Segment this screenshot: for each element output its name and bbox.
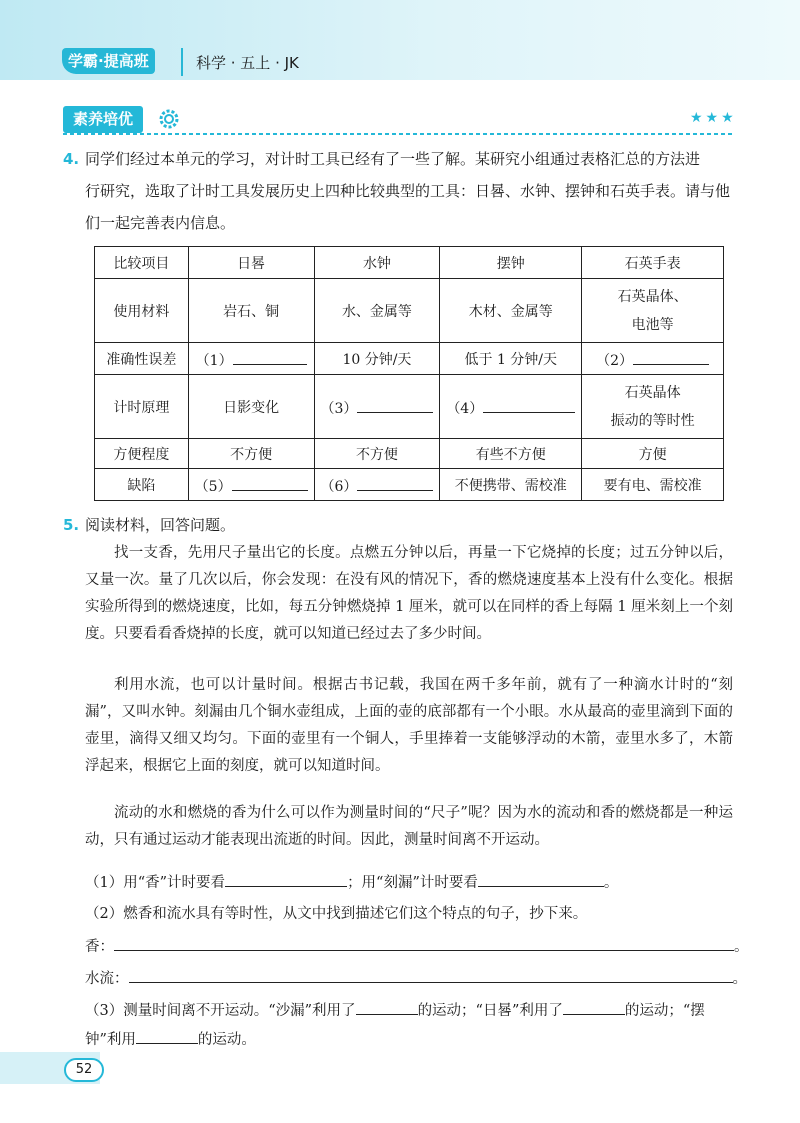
- table-header: 摆钟: [440, 247, 582, 279]
- answer-blank-2[interactable]: [633, 348, 709, 365]
- table-row: [95, 343, 724, 375]
- reading-paragraph-1: 找一支香，先用尺子量出它的长度。点燃五分钟以后，再量一下它烧掉的长度；过五分钟以后，又量一次。量了几次以后，你会发现：在没有风的情况下，香的燃烧速度基本上没有什么变化。根据实验所得到的燃烧速度，比如，每五分钟燃烧掉 1 厘米，就可以在同样的香上每隔 1 厘米刻上一个刻度。只要看看香烧掉的长度，就可以知道已经过去了多少时间。: [85, 545, 733, 642]
- table-cell: [188, 469, 314, 501]
- sub3-text-b: 的运动；“日晷”利用了: [417, 1003, 563, 1019]
- answer-blank-rigui[interactable]: [563, 998, 625, 1015]
- sub1-text-b: ；用“刻漏”计时要看: [347, 875, 478, 891]
- header-divider: [181, 48, 183, 76]
- table-row: [95, 439, 724, 469]
- cell-line: 石英晶体、: [617, 288, 688, 305]
- cell-line: 石英晶体: [624, 384, 681, 401]
- table-header: 日晷: [188, 247, 314, 279]
- difficulty-stars: ★★★: [690, 110, 737, 126]
- sub-question-2: （2）燃香和流水具有等时性，从文中找到描述它们这个特点的句子，抄下来。: [85, 906, 588, 922]
- answer-blank-shalou[interactable]: [356, 998, 418, 1015]
- q4-line-2: 行研究，选取了计时工具发展历史上四种比较典型的工具：日晷、水钟、摆钟和石英手表。请与他: [85, 182, 731, 200]
- answer-blank-kelou[interactable]: [478, 870, 604, 887]
- row-label: 方便程度: [95, 439, 189, 469]
- reading-paragraph-2: 利用水流，也可以计量时间。根据古书记载，我国在两千多年前，就有了一种滴水计时的“刻漏”，又叫水钟。刻漏由几个铜水壶组成，上面的壶的底部都有一个小眼。水从最高的壶里滴到下面的壶里，滴得又细又均匀。下面的壶里有一个铜人，手里捧着一支能够浮动的木箭，壶里水多了，木箭浮起来，根据它上面的刻度，就可以知道时间。: [85, 677, 733, 774]
- q4-number: 4.: [63, 150, 80, 168]
- reading-paragraph-3: 流动的水和燃烧的香为什么可以作为测量时间的“尺子”呢？因为水的流动和香的燃烧都是一种运动，只有通过运动才能表现出流逝的时间。因此，测量时间离不开运动。: [85, 805, 733, 848]
- sub3-text-d: 钟”利用: [85, 1032, 136, 1048]
- answer-blank-baizhong[interactable]: [136, 1027, 198, 1044]
- table-cell: [582, 343, 724, 375]
- table-header: 石英手表: [582, 247, 724, 279]
- table-cell: [440, 375, 582, 439]
- q5-intro: 阅读材料，回答问题。: [85, 516, 236, 534]
- table-cell: 有些不方便: [440, 439, 582, 469]
- q4-line-1: 同学们经过本单元的学习，对计时工具已经有了一些了解。某研究小组通过表格汇总的方法进: [85, 150, 701, 168]
- comparison-table: [94, 246, 724, 501]
- row-label: 缺陷: [95, 469, 189, 501]
- table-row: [95, 375, 724, 439]
- blank-label: （4）: [446, 400, 484, 417]
- table-row: [95, 279, 724, 343]
- table-row: [95, 469, 724, 501]
- table-cell: [314, 375, 440, 439]
- answer-line-shuiliu[interactable]: [129, 966, 733, 983]
- table-cell: 要有电、需校准: [582, 469, 724, 501]
- answer-blank-6[interactable]: [357, 474, 433, 491]
- sub-question-1: [85, 870, 618, 892]
- shuiliu-label: 水流：: [85, 971, 129, 987]
- table-cell: [582, 375, 724, 439]
- answer-line-xiang[interactable]: [114, 934, 734, 951]
- period: 。: [734, 939, 749, 955]
- table-cell: 日影变化: [188, 375, 314, 439]
- row-label: 计时原理: [95, 375, 189, 439]
- table-cell: 低于 1 分钟/天: [440, 343, 582, 375]
- sub3-text-a: （3）测量时间离不开运动。“沙漏”利用了: [85, 1003, 356, 1019]
- section-title: 素养培优: [63, 106, 143, 133]
- q5-number: 5.: [63, 516, 80, 534]
- q4-line-3: 们一起完善表内信息。: [85, 214, 236, 232]
- sub3-text-e: 的运动。: [197, 1032, 256, 1048]
- sub3-text-c: 的运动；“摆: [624, 1003, 705, 1019]
- blank-label: （2）: [596, 352, 634, 369]
- table-header: 比较项目: [95, 247, 189, 279]
- answer-row-shuiliu: [85, 966, 747, 988]
- answer-blank-3[interactable]: [357, 396, 433, 413]
- xiang-label: 香：: [85, 939, 114, 955]
- sub1-text-a: （1）用“香”计时要看: [85, 875, 226, 891]
- page-number: 52: [64, 1058, 104, 1082]
- answer-blank-1[interactable]: [233, 348, 307, 365]
- table-cell: 水、金属等: [314, 279, 440, 343]
- cell-line: 电池等: [631, 316, 674, 333]
- table-cell: 不方便: [314, 439, 440, 469]
- subject-label: 科学 · 五上 · JK: [196, 54, 299, 72]
- table-cell: 不方便: [188, 439, 314, 469]
- period: 。: [732, 971, 747, 987]
- table-cell: 木材、金属等: [440, 279, 582, 343]
- section-rule: [63, 133, 735, 135]
- sub-question-3: [85, 998, 705, 1020]
- blank-label: （3）: [320, 400, 358, 417]
- table-header: 水钟: [314, 247, 440, 279]
- gear-icon: [158, 108, 180, 130]
- brand-label: 学霸·提高班: [62, 48, 155, 74]
- table-header-row: [95, 247, 724, 279]
- table-cell: [582, 279, 724, 343]
- table-cell: 不便携带、需校准: [440, 469, 582, 501]
- answer-blank-xiang[interactable]: [225, 870, 347, 887]
- blank-label: （1）: [195, 352, 233, 369]
- sub1-end: 。: [603, 875, 619, 891]
- table-cell: [188, 343, 314, 375]
- sub-question-3-cont: [85, 1027, 256, 1049]
- row-label: 使用材料: [95, 279, 189, 343]
- row-label: 准确性误差: [95, 343, 189, 375]
- table-cell: [314, 469, 440, 501]
- table-cell: 方便: [582, 439, 724, 469]
- table-cell: 10 分钟/天: [314, 343, 440, 375]
- blank-label: （6）: [320, 478, 358, 495]
- answer-blank-4[interactable]: [483, 396, 575, 413]
- table-cell: 岩石、铜: [188, 279, 314, 343]
- answer-blank-5[interactable]: [232, 474, 308, 491]
- blank-label: （5）: [194, 478, 232, 495]
- answer-row-xiang: [85, 934, 749, 956]
- cell-line: 振动的等时性: [610, 412, 695, 429]
